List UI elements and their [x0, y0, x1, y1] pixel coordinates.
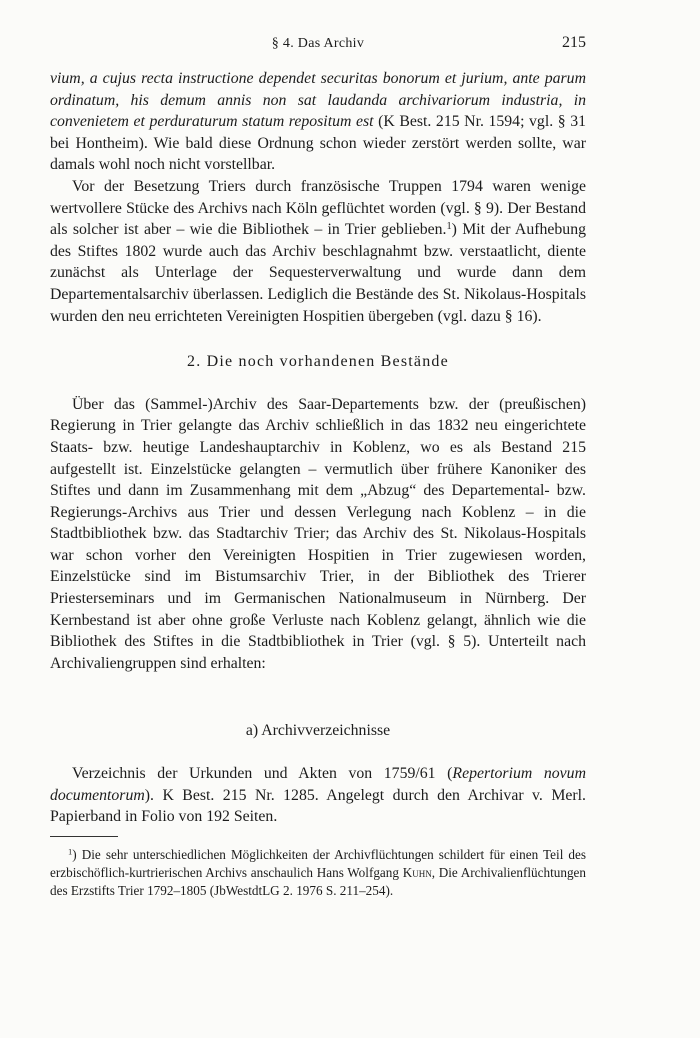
body-text: [50, 68, 586, 828]
paragraph-text: ). K Best. 215 Nr. 1285. Angelegt durch den Archivar v. Merl. Papierband in Folio von 192 Seiten.: [50, 786, 586, 826]
paragraph-text: Über das (Sammel-)Archiv des Saar-Departements bzw. der (preußischen) Regierung in Trier gelangte das Archiv schließlich in das 1832 neu eingerichtete Staats- bzw. heutige Landeshauptarchiv in Koblenz, wo es als Bestand 215 aufgestellt ist. Einzelstücke gelangten – vermutlich über frühere Kanoniker des Stiftes und dann im Zusammenhang mit dem „Abzug“ des Departemental- bzw. Regierungs-Archivs aus Trier und dessen Verlegung nach Koblenz – in die Stadtbibliothek bzw. das Stadtarchiv Trier; das Archiv des St. Nikolaus-Hospitals war schon vorher den Vereinigten Hospitien in Trier zugewiesen worden, Einzelstücke sind im Bistumsarchiv Trier, in der Bibliothek des Trierer Priesterseminars und im Germanischen Nationalmuseum in Nürnberg. Der Kernbestand ist aber ohne große Verluste nach Koblenz gelangt, ähnlich wie die Bibliothek des Stiftes in die Stadtbibliothek in Trier (vgl. § 5). Unterteilt nach Archivaliengruppen sind erhalten:: [50, 395, 586, 672]
footnote-marker: 1: [68, 846, 73, 857]
paragraph-text: Verzeichnis der Urkunden und Akten von 1759/61 (: [72, 765, 453, 783]
paragraph-text: (K Best. 215 Nr. 1594; vgl. § 31 bei Hontheim). Wie bald diese Ordnung schon wieder zerstört werden sollte, war damals wohl noch nicht vorstellbar.: [50, 113, 586, 174]
footnote-text: , Die Archivalienflüchtungen des Erzstifts Trier 1792–1805 (JbWestdtLG 2. 1976 S. 211–254).: [50, 865, 586, 898]
page-header: [50, 36, 586, 58]
latin-quote: vium, a cujus recta instructione dependet securitas bonorum et jurium, ante parum ordinatum, his demum annis non sat laudanda archivariorum industria, in convenietem et perduraturum statum repositum est: [50, 70, 586, 131]
paragraph-text: ) Mit der Aufhebung des Stiftes 1802 wurde auch das Archiv beschlagnahmt bzw. verstaatlicht, diente zunächst als Unterlage der Sequesterverwaltung und wurde dann dem Departementalsarchiv überlassen. Lediglich die Bestände des St. Nikolaus-Hospitals wurden den neu errichteten Vereinigten Hospitien übergeben (vgl. dazu § 16).: [50, 221, 586, 325]
footnote-text: ) Die sehr unterschiedlichen Möglichkeiten der Archivflüchtungen schildert für einen Teil des erzbischöflich-kurtrierischen Archivs anschaulich Hans Wolfgang: [50, 847, 586, 880]
paragraph-repertorium: [50, 763, 586, 828]
footnote: [50, 846, 586, 900]
paragraph-evacuation: [50, 176, 586, 327]
running-head: § 4. Das Archiv: [271, 36, 365, 51]
repertorium-title: Repertorium novum documentorum: [50, 765, 586, 804]
paragraph-latin-quote: [50, 68, 586, 176]
paragraph-holdings: [50, 394, 586, 675]
paragraph-text: Vor der Besetzung Triers durch französische Truppen 1794 waren wenige wertvollere Stücke des Archivs nach Köln geflüchtet worden (vgl. § 9). Der Bestand als solcher ist aber – wie die Bibliothek – in Trier geblieben.: [50, 177, 586, 239]
footnote-divider: [50, 836, 118, 837]
footnote-author: Kuhn: [402, 865, 432, 880]
page-number: 215: [562, 34, 586, 51]
section-heading: 2. Die noch vorhandenen Bestände: [187, 353, 449, 371]
footnote-reference[interactable]: 1: [446, 221, 452, 233]
subsection-heading: a) Archivverzeichnisse: [245, 722, 391, 740]
